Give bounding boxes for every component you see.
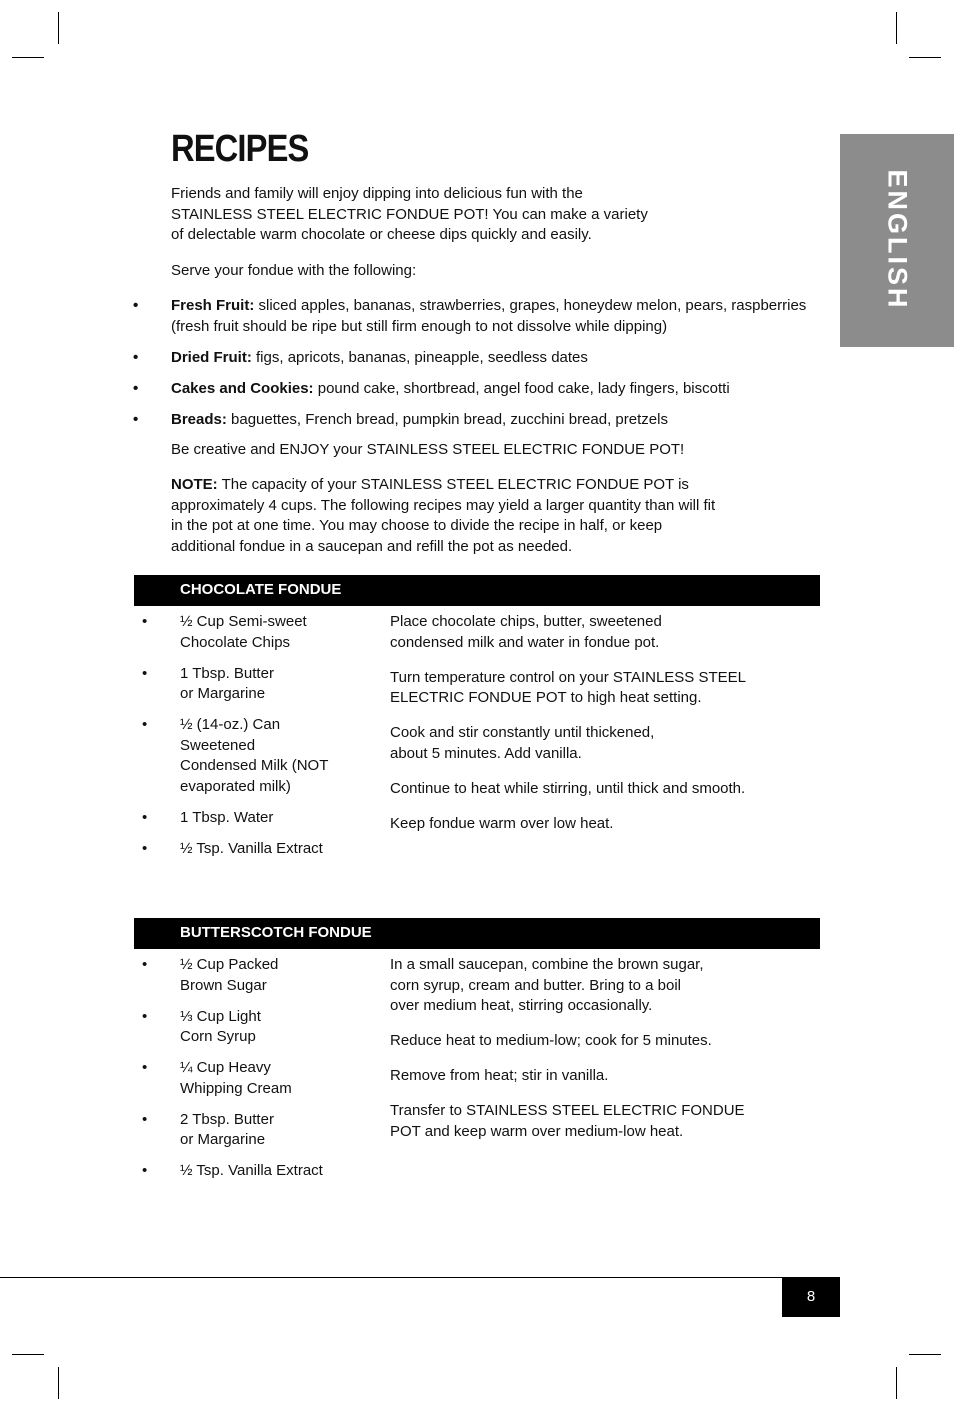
- bullet-icon: •: [142, 613, 148, 630]
- intro-paragraph: Friends and family will enjoy dipping into delicious fun with the STAINLESS STEEL ELECTRIC FONDUE POT! You can make a variety of delectable warm chocolate or cheese dips quickly and easily.: [171, 185, 648, 243]
- recipe-steps: [390, 612, 810, 849]
- ingredient-list: [134, 955, 374, 1192]
- recipe-title: CHOCOLATE FONDUE: [180, 581, 342, 598]
- crop-mark: [896, 12, 897, 44]
- list-item-text: sliced apples, bananas, strawberries, grapes, honeydew melon, pears, raspberries (fresh fruit should be ripe but still firm enough to not dissolve while dipping): [171, 297, 807, 335]
- enjoy-paragraph: Be creative and ENJOY your STAINLESS STEEL ELECTRIC FONDUE POT!: [171, 441, 685, 458]
- ingredient-item: [134, 1007, 374, 1048]
- note-text: The capacity of your STAINLESS STEEL ELECTRIC FONDUE POT is approximately 4 cups. The following recipes may yield a larger quantity than will fit in the pot at one time. You may choose to divide the recipe in half, or keep additional fondue in a saucepan and refill the pot as needed.: [171, 476, 716, 555]
- recipe-step: Cook and stir constantly until thickened, about 5 minutes. Add vanilla.: [390, 724, 655, 762]
- list-item-label: Dried Fruit:: [171, 348, 252, 366]
- ingredient-text: ½ Cup Semi-sweet Chocolate Chips: [180, 613, 307, 651]
- recipe-step: Remove from heat; stir in vanilla.: [390, 1067, 609, 1084]
- recipe-header-chocolate: [134, 575, 820, 606]
- bullet-icon: •: [142, 956, 148, 973]
- list-item-label: Cakes and Cookies:: [171, 379, 314, 397]
- bullet-icon: •: [133, 379, 139, 397]
- list-item: [0, 296, 820, 337]
- recipe-step: Keep fondue warm over low heat.: [390, 814, 614, 832]
- recipe-step: Transfer to STAINLESS STEEL ELECTRIC FONDUE POT and keep warm over medium-low heat.: [390, 1102, 745, 1140]
- crop-mark: [909, 1354, 941, 1355]
- list-item: [0, 410, 820, 431]
- list-item-label: Fresh Fruit:: [171, 297, 255, 314]
- crop-mark: [12, 1354, 44, 1355]
- ingredient-text: 1 Tbsp. Water: [180, 808, 274, 826]
- bullet-icon: •: [142, 1059, 148, 1076]
- ingredient-text: ½ (14-oz.) Can Sweetened Condensed Milk (NOT evaporated milk): [180, 716, 329, 795]
- recipe-steps: [390, 955, 810, 1157]
- language-tab: [840, 134, 954, 347]
- ingredient-item: [134, 839, 374, 860]
- recipe-step: In a small saucepan, combine the brown sugar, corn syrup, cream and butter. Bring to a boil over medium heat, stirring occasionally.: [390, 956, 704, 1014]
- ingredient-text: 1 Tbsp. Butter or Margarine: [180, 664, 274, 702]
- ingredient-item: [134, 955, 374, 996]
- ingredient-text: ½ Tsp. Vanilla Extract: [180, 839, 323, 857]
- recipe-step: Reduce heat to medium-low; cook for 5 minutes.: [390, 1032, 712, 1049]
- ingredient-item: [134, 715, 374, 797]
- ingredient-item: [134, 612, 374, 653]
- ingredient-text: 2 Tbsp. Butter or Margarine: [180, 1110, 274, 1148]
- list-item-text: baguettes, French bread, pumpkin bread, zucchini bread, pretzels: [226, 410, 668, 428]
- note-label: NOTE:: [171, 476, 218, 493]
- recipe-step: Place chocolate chips, butter, sweetened condensed milk and water in fondue pot.: [390, 613, 662, 651]
- bullet-icon: •: [142, 808, 148, 826]
- bullet-icon: •: [142, 839, 148, 857]
- list-item: [0, 379, 820, 400]
- ingredient-text: ⅓ Cup Light Corn Syrup: [180, 1007, 261, 1045]
- serve-paragraph: Serve your fondue with the following:: [171, 262, 417, 279]
- bullet-icon: •: [142, 1162, 148, 1179]
- ingredient-text: ¼ Cup Heavy Whipping Cream: [180, 1059, 292, 1097]
- page-title: RECIPES: [171, 128, 309, 170]
- list-item-label: Breads:: [171, 410, 227, 428]
- bullet-icon: •: [133, 410, 139, 428]
- list-item-text: pound cake, shortbread, angel food cake, lady fingers, biscotti: [313, 379, 730, 397]
- ingredient-text: ½ Tsp. Vanilla Extract: [180, 1162, 323, 1179]
- ingredient-list: [134, 612, 374, 870]
- bullet-icon: •: [142, 1110, 148, 1128]
- ingredient-text: ½ Cup Packed Brown Sugar: [180, 956, 279, 994]
- recipe-step: Continue to heat while stirring, until thick and smooth.: [390, 779, 746, 797]
- bullet-icon: •: [133, 297, 139, 314]
- recipe-title: BUTTERSCOTCH FONDUE: [180, 924, 372, 941]
- ingredient-item: [134, 664, 374, 705]
- note-paragraph: [171, 475, 716, 557]
- serve-list: [0, 296, 820, 441]
- list-item: [0, 348, 820, 369]
- crop-mark: [909, 57, 941, 58]
- language-tab-label: ENGLISH: [882, 169, 913, 311]
- ingredient-item: [134, 1058, 374, 1099]
- bullet-icon: •: [142, 664, 148, 682]
- bullet-icon: •: [133, 348, 139, 366]
- crop-mark: [58, 1367, 59, 1399]
- ingredient-item: [134, 1110, 374, 1151]
- footer-rule: [0, 1277, 820, 1278]
- recipe-step: Turn temperature control on your STAINLESS STEEL ELECTRIC FONDUE POT to high heat setting.: [390, 668, 746, 706]
- bullet-icon: •: [142, 716, 148, 733]
- page-number: 8: [782, 1277, 840, 1317]
- ingredient-item: [134, 808, 374, 829]
- list-item-text: figs, apricots, bananas, pineapple, seedless dates: [251, 348, 588, 366]
- crop-mark: [12, 57, 44, 58]
- recipe-header-butterscotch: [134, 918, 820, 949]
- crop-mark: [58, 12, 59, 44]
- crop-mark: [896, 1367, 897, 1399]
- bullet-icon: •: [142, 1007, 148, 1025]
- ingredient-item: [134, 1161, 374, 1182]
